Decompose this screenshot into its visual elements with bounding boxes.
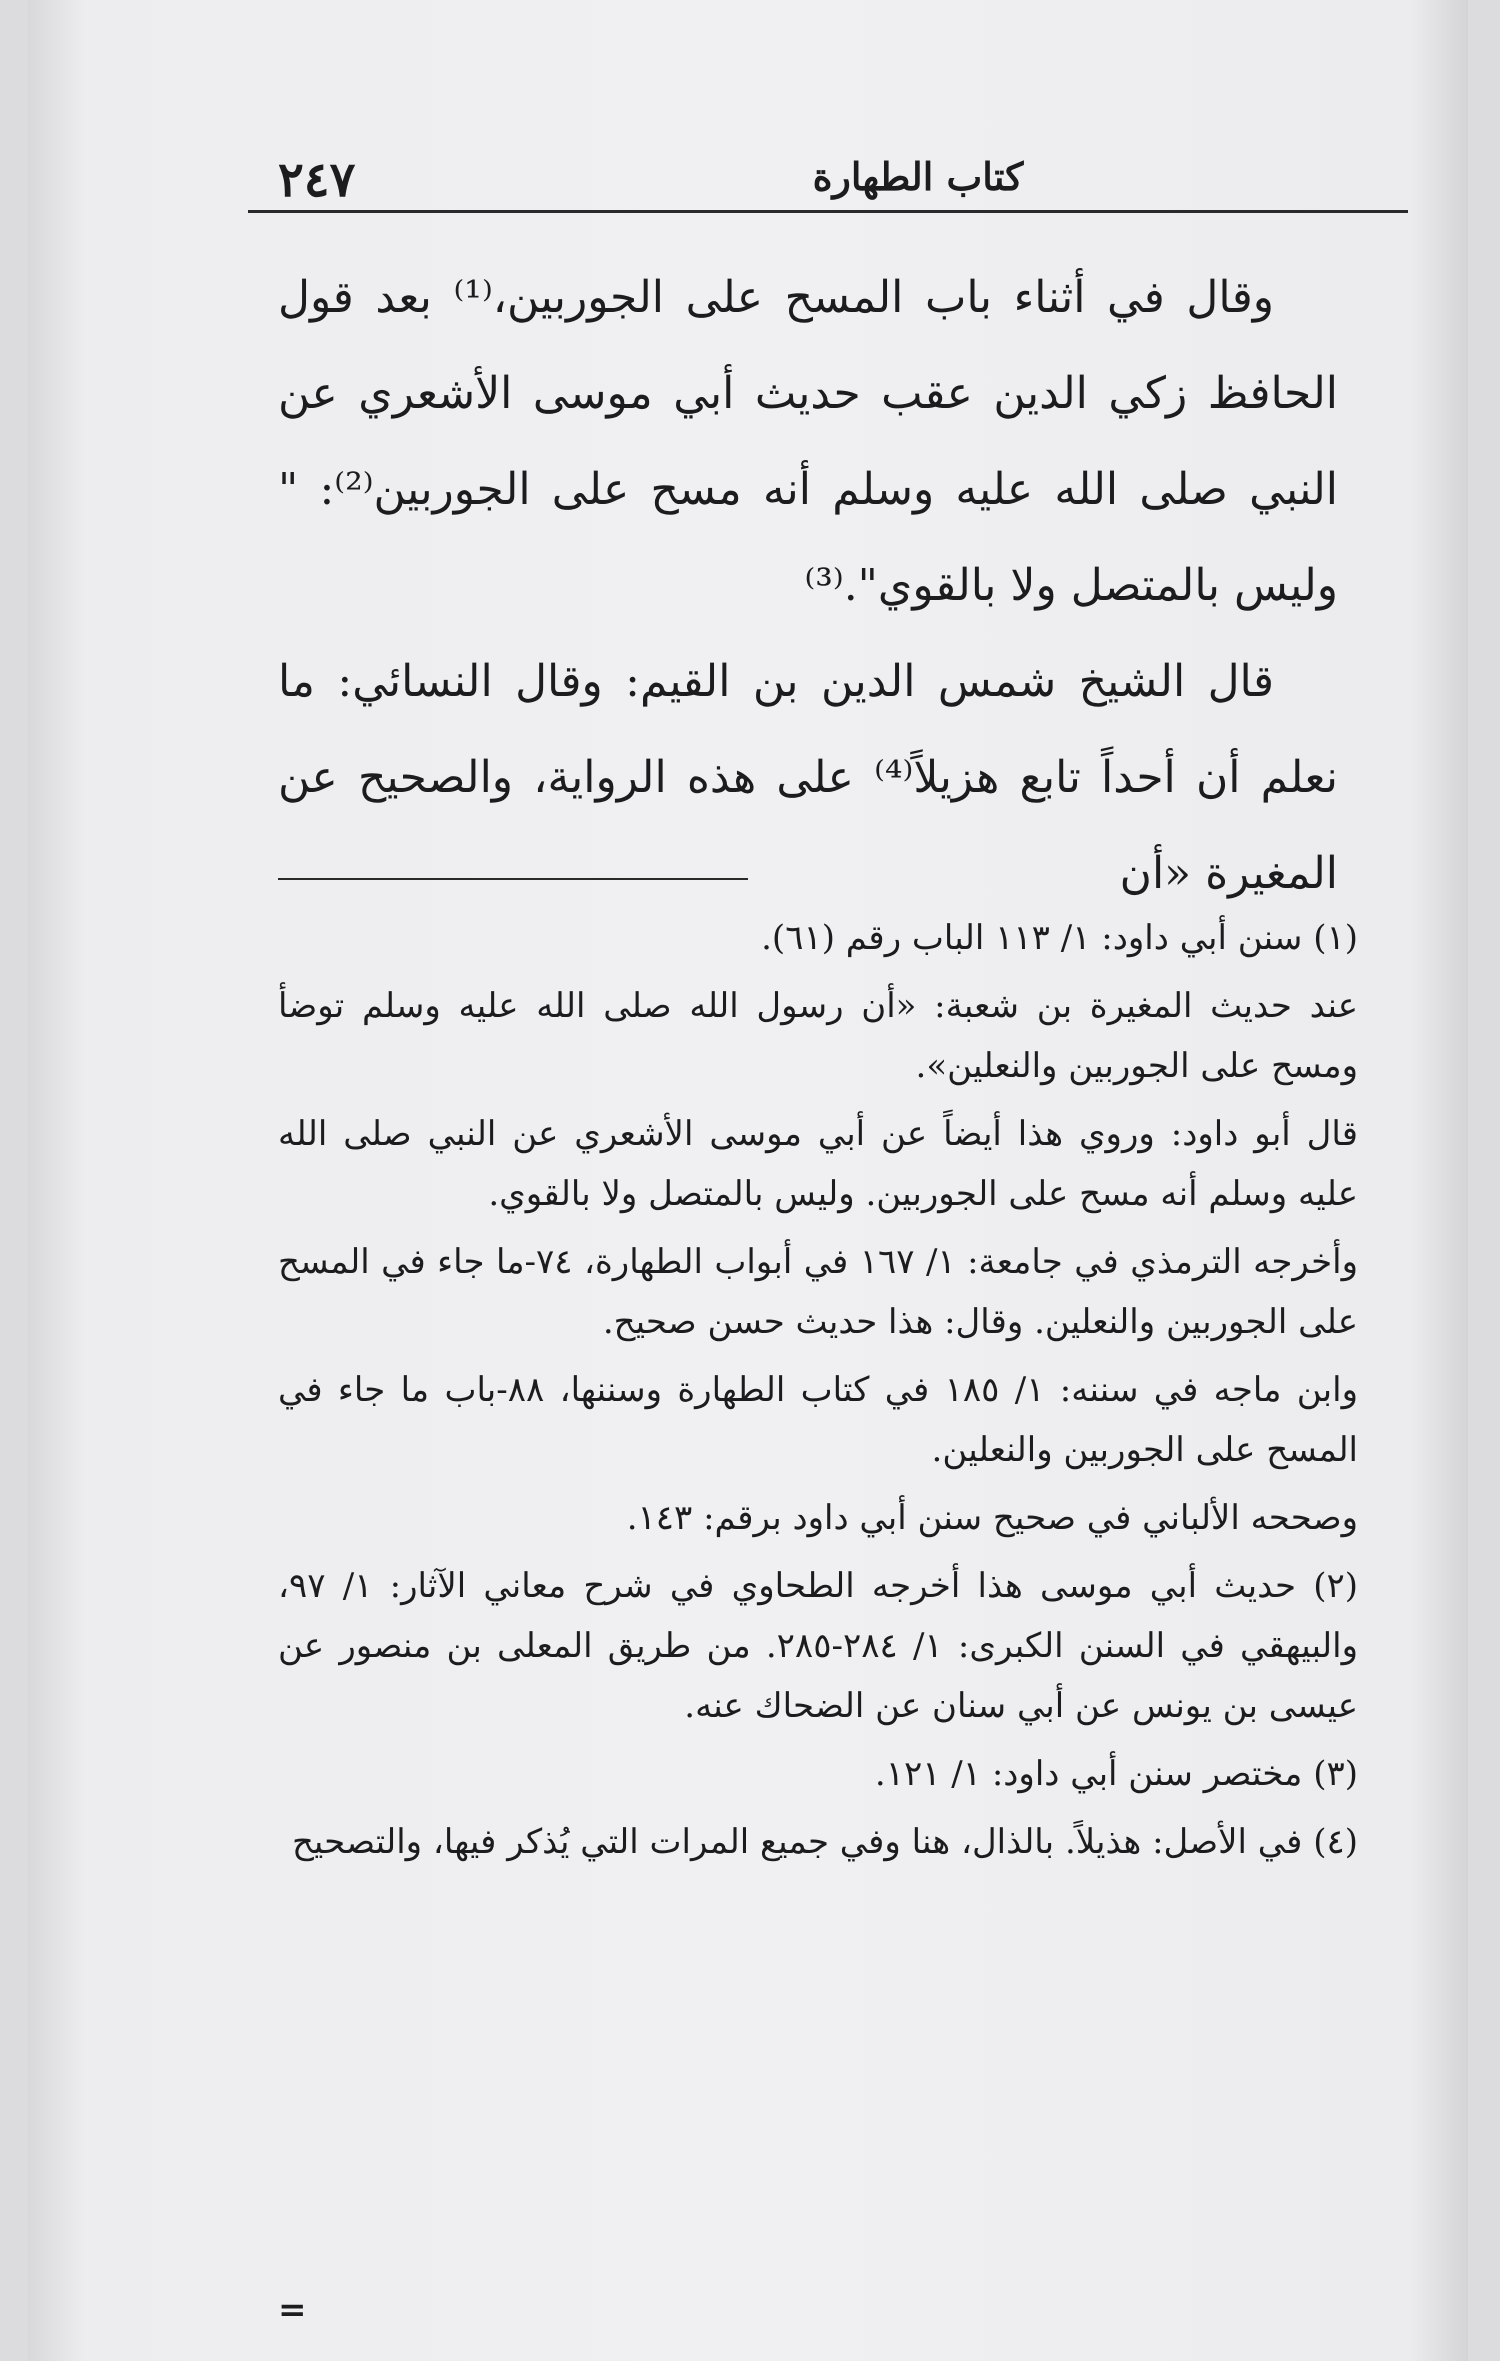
footnote-4: (٤) في الأصل: هذيلاً. بالذال، هنا وفي جميع المرات التي يُذكر فيها، والتصحيح bbox=[291, 1822, 1358, 1862]
footnotes bbox=[278, 908, 1358, 1880]
page-number: ٢٤٧ bbox=[278, 152, 356, 208]
main-text bbox=[278, 250, 1338, 922]
main-paragraph-2: قال الشيخ شمس الدين بن القيم: وقال النسائي: ما نعلم أن أحداً تابع هزيلاً⁽⁴⁾ على هذه الرواية، والصحيح عن المغيرة «أن bbox=[278, 656, 1338, 899]
continuation-mark: = bbox=[278, 2290, 307, 2330]
footnote-1-line: وابن ماجه في سننه: ١/ ١٨٥ في كتاب الطهارة وسننها، ٨٨-باب ما جاء في المسح على الجوربين والنعلين. bbox=[278, 1370, 1358, 1470]
header-rule bbox=[248, 210, 1408, 213]
footnote-1-line: عند حديث المغيرة بن شعبة: «أن رسول الله صلى الله عليه وسلم توضأ ومسح على الجوربين والنعلين». bbox=[278, 986, 1358, 1086]
footnote-2: (٢) حديث أبي موسى هذا أخرجه الطحاوي في شرح معاني الآثار: ١/ ٩٧، والبيهقي في السنن الكبرى: ١/ ٢٨٤-٢٨٥. من طريق المعلى بن منصور عن عيسى بن يونس عن أبي سنان عن الضحاك عنه. bbox=[278, 1566, 1358, 1726]
footnote-1: (١) سنن أبي داود: ١/ ١١٣ الباب رقم (٦١). bbox=[761, 918, 1358, 958]
page-header bbox=[248, 150, 1408, 210]
book-page bbox=[28, 0, 1468, 2361]
footnote-separator bbox=[278, 878, 748, 880]
footnote-3: (٣) مختصر سنن أبي داود: ١/ ١٢١. bbox=[874, 1754, 1358, 1794]
footnote-1-line: قال أبو داود: وروي هذا أيضاً عن أبي موسى الأشعري عن النبي صلى الله عليه وسلم أنه مسح على الجوربين. وليس بالمتصل ولا بالقوي. bbox=[278, 1114, 1358, 1214]
running-title: كتاب الطهارة bbox=[812, 154, 1024, 199]
footnote-1-line: وصححه الألباني في صحيح سنن أبي داود برقم: ١٤٣. bbox=[626, 1498, 1358, 1538]
footnote-1-line: وأخرجه الترمذي في جامعة: ١/ ١٦٧ في أبواب الطهارة، ٧٤-ما جاء في المسح على الجوربين والنعلين. وقال: هذا حديث حسن صحيح. bbox=[278, 1242, 1359, 1342]
main-paragraph-1: وقال في أثناء باب المسح على الجوربين،⁽¹⁾ بعد قول الحافظ زكي الدين عقب حديث أبي موسى الأشعري عن النبي صلى الله عليه وسلم أنه مسح على الجوربين⁽²⁾: " وليس بالمتصل ولا بالقوي".⁽³⁾ bbox=[278, 272, 1338, 611]
